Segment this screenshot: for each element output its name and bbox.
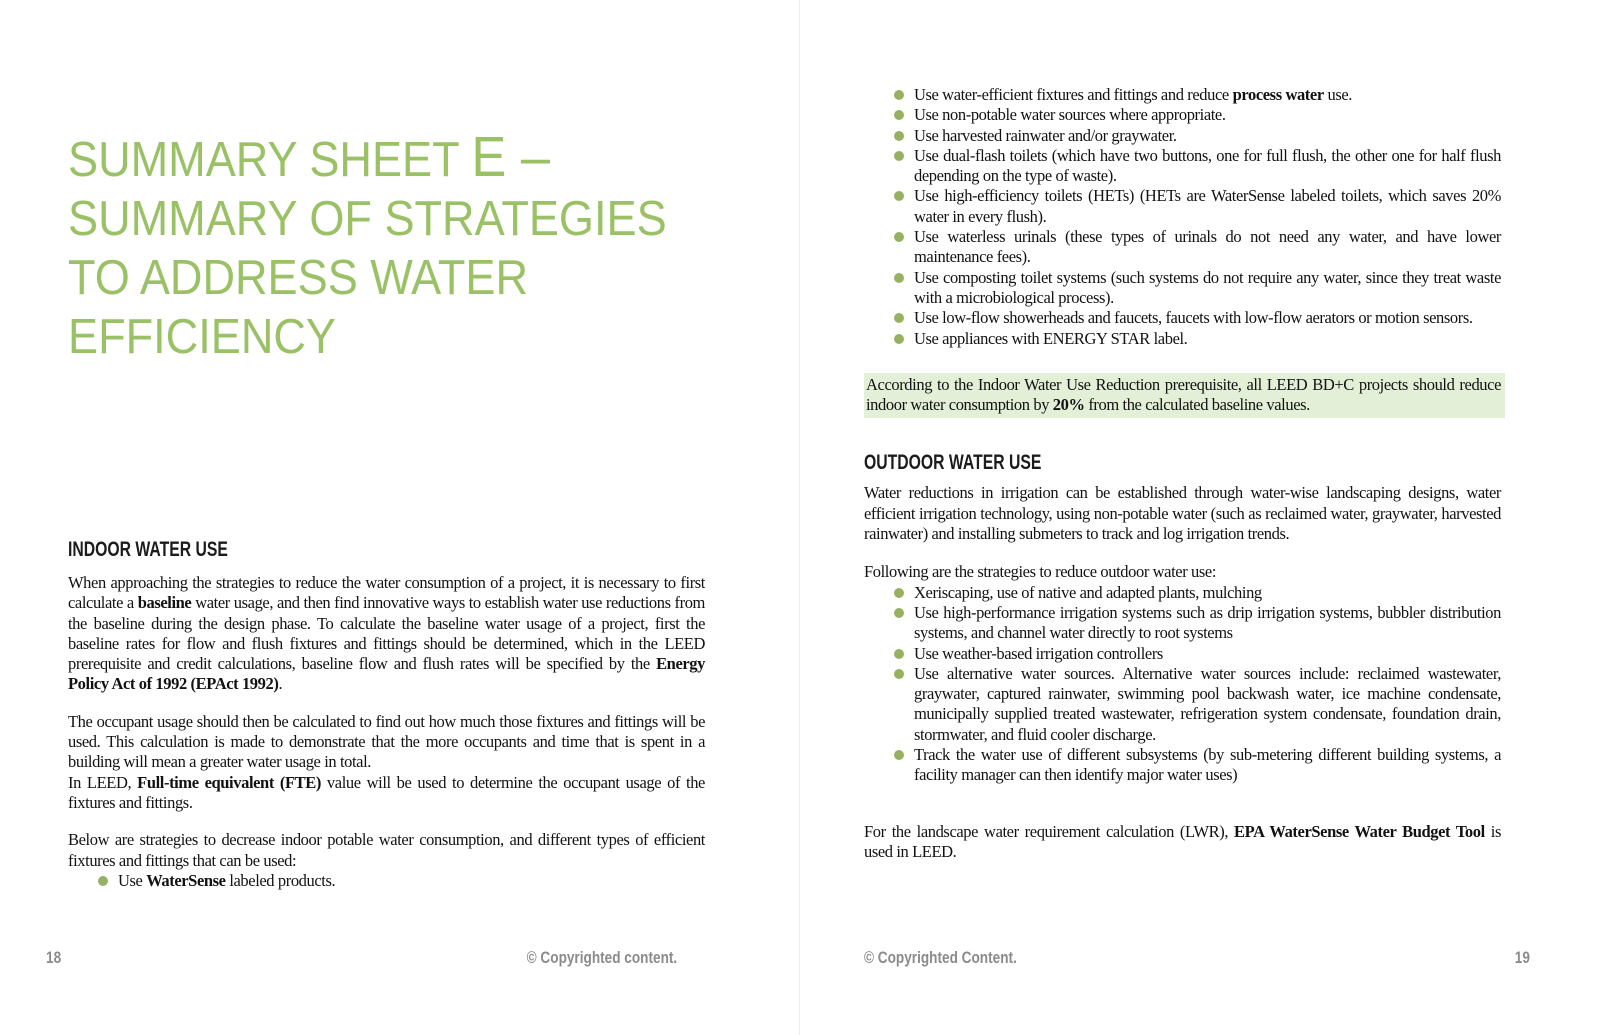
- bullet-dot-icon: [894, 313, 904, 323]
- bullet-dot-icon: [894, 608, 904, 618]
- page-right: [800, 0, 1600, 1035]
- text-run: Use high-efficiency toilets (HETs) (HETs are WaterSense labeled toilets, which saves 20% water in every flush).: [914, 186, 1501, 226]
- bullet-text: [914, 126, 1177, 145]
- text-run: Water reductions in irrigation can be established through water-wise landscaping designs, water efficient irrigation technology, using non-potable water (such as reclaimed water, graywater, harvested rainwater) and installing submeters to track and log irrigation trends.: [864, 483, 1501, 544]
- text-run: water usage, and then find innovative ways to establish water use reductions from the baseline during the design phase. To calculate the baseline water usage of a project, first the baseline rates for flow and flush fixtures and fittings should be determined, which in the LEED prerequisite and credit calculations, baseline flow and flush rates will be specified by the: [68, 593, 705, 674]
- page-number: [46, 948, 65, 968]
- outdoor-strategies-list: [864, 583, 1501, 786]
- bold-text: EPA WaterSense Water Budget Tool: [1234, 821, 1485, 841]
- text-run: Use waterless urinals (these types of urinals do not need any water, and have lower maintenance fees).: [914, 227, 1501, 267]
- bullet-text: [914, 268, 1501, 307]
- text-run: Track the water use of different subsystems (by sub-metering different building systems, a facility manager can then identify major water uses): [914, 745, 1501, 785]
- text-run: Use weather-based irrigation controllers: [914, 643, 1163, 663]
- paragraph-baseline-calculation: [68, 573, 705, 695]
- text-run: When approaching the strategies to reduce the water consumption of a project, it is necessary to first calculate a: [68, 573, 705, 613]
- text-run: SUMMARY SHEET: [68, 133, 472, 187]
- bullet-dot-icon: [894, 90, 904, 100]
- bullet-dot-icon: [894, 151, 904, 161]
- bullet-dot-icon: [894, 750, 904, 760]
- list-item: [864, 308, 1501, 328]
- bullet-text: [914, 664, 1501, 744]
- paragraph-occupant-usage: [68, 712, 705, 813]
- copyright-text: © Copyrighted Content.: [864, 948, 1017, 967]
- left-page-body: [68, 538, 705, 891]
- list-item: [864, 126, 1501, 146]
- list-item: [864, 583, 1501, 603]
- text-run: The occupant usage should then be calculated to find out how much those fixtures and fittings will be used. This calculation is made to demonstrate that the more occupants and time that is spent in a building will mean a greater water usage in total.: [68, 711, 705, 772]
- text-run: Use water-efficient fixtures and fittings and reduce: [914, 85, 1233, 104]
- text-run: Use appliances with ENERGY STAR label.: [914, 328, 1188, 348]
- text-run: use.: [1323, 85, 1353, 104]
- bullet-dot-icon: [894, 191, 904, 201]
- text-run: value will be used to determine the occupant usage of the fixtures and fittings.: [68, 772, 705, 812]
- large-text: E –: [471, 125, 551, 189]
- bold-text: Energy Policy Act of 1992 (EPAct 1992): [68, 654, 705, 694]
- text-run: .: [278, 674, 283, 694]
- bullet-dot-icon: [894, 110, 904, 120]
- text-run: TO ADDRESS WATER: [68, 251, 529, 305]
- bold-text: process water: [1232, 85, 1324, 104]
- list-item: [864, 227, 1501, 268]
- copyright-notice: [489, 948, 677, 968]
- bullet-dot-icon: [894, 232, 904, 242]
- indoor-strategies-list: [864, 85, 1501, 349]
- bullet-text: [914, 329, 1187, 348]
- highlight-note: [864, 373, 1505, 419]
- bullet-dot-icon: [894, 588, 904, 598]
- text-run: According to the Indoor Water Use Reduction prerequisite, all LEED BD+C projects should reduce indoor water consumption by: [866, 374, 1501, 415]
- paragraph-lwr-tool: [864, 822, 1501, 863]
- page-number-text: 18: [46, 948, 62, 967]
- text-run: from the calculated baseline values.: [1084, 395, 1310, 415]
- text-run: Use high-performance irrigation systems such as drip irrigation systems, bubbler distribution systems, and channel water directly to root systems: [914, 602, 1501, 643]
- bullet-dot-icon: [894, 334, 904, 344]
- bullet-text: [914, 644, 1163, 663]
- text-run: is used in LEED.: [864, 821, 1501, 861]
- page-number: [1511, 948, 1530, 968]
- text-run: Use dual-flash toilets (which have two buttons, one for full flush, the other one for half flush depending on the type of waste).: [914, 145, 1501, 186]
- copyright-notice: [864, 948, 1055, 968]
- bold-text: baseline: [137, 593, 192, 613]
- bullet-text: [914, 583, 1262, 602]
- paragraph-irrigation-reductions: [864, 483, 1501, 544]
- bullet-text: [914, 105, 1226, 124]
- bullet-text: [118, 871, 335, 890]
- section-heading-text: OUTDOOR WATER USE: [864, 451, 1042, 475]
- bullet-text: [914, 603, 1501, 642]
- bullet-text: [914, 227, 1501, 266]
- right-page-body: [864, 85, 1501, 862]
- list-item: [864, 186, 1501, 227]
- text-run: Use composting toilet systems (such systems do not require any water, since they treat waste with a microbiological process).: [914, 267, 1501, 307]
- paragraph-strategies-intro: [68, 830, 705, 871]
- text-run: Use: [118, 870, 147, 890]
- bullet-text: [914, 745, 1501, 784]
- list-item: [864, 664, 1501, 745]
- text-run: Use low-flow showerheads and faucets, faucets with low-flow aerators or motion sensors.: [914, 308, 1473, 328]
- section-heading-outdoor-water-use: [864, 451, 1501, 473]
- list-item: [864, 603, 1501, 644]
- text-run: In LEED,: [68, 772, 138, 792]
- text-run: EFFICIENCY: [68, 310, 336, 364]
- bullet-text: [914, 308, 1473, 327]
- copyright-text: © Copyrighted content.: [526, 948, 677, 967]
- list-item: [864, 268, 1501, 309]
- indoor-fixtures-list: [68, 871, 705, 891]
- bullet-dot-icon: [894, 669, 904, 679]
- bold-text: WaterSense: [146, 870, 226, 890]
- text-run: SUMMARY OF STRATEGIES: [68, 192, 667, 246]
- list-item: [68, 871, 705, 891]
- list-item: [864, 745, 1501, 786]
- list-item: [864, 105, 1501, 125]
- section-heading-text: INDOOR WATER USE: [68, 538, 228, 561]
- text-run: Xeriscaping, use of native and adapted plants, mulching: [914, 582, 1262, 602]
- list-item: [864, 146, 1501, 187]
- text-run: Below are strategies to decrease indoor potable water consumption, and different types of efficient fixtures and fittings that can be used:: [68, 830, 705, 870]
- section-heading-indoor-water-use: [68, 538, 705, 560]
- text-run: labeled products.: [225, 870, 336, 890]
- document-title: [68, 125, 667, 367]
- bullet-dot-icon: [894, 131, 904, 141]
- list-item: [864, 85, 1501, 105]
- page-number-text: 19: [1514, 948, 1530, 967]
- bullet-dot-icon: [98, 876, 108, 886]
- bullet-text: [914, 186, 1501, 225]
- text-run: Use alternative water sources. Alternative water sources include: reclaimed wastewater, graywater, captured rainwater, swimming pool backwash water, ice machine condensate, municipally supplied treated wastewater, refrigeration system condensate, foundation drain, stormwater, and fluid cooler discharge.: [914, 663, 1501, 744]
- list-item: [864, 329, 1501, 349]
- bold-text: 20%: [1052, 395, 1085, 415]
- text-run: For the landscape water requirement calculation (LWR),: [864, 821, 1235, 841]
- bullet-text: [914, 146, 1501, 185]
- paragraph-outdoor-lead-in: Following are the strategies to reduce outdoor water use:: [864, 562, 1217, 582]
- bold-text: Full-time equivalent (FTE): [137, 772, 321, 792]
- list-item: [864, 644, 1501, 664]
- bullet-dot-icon: [894, 649, 904, 659]
- text-run: Use harvested rainwater and/or graywater.: [914, 125, 1177, 145]
- text-run: Use non-potable water sources where appropriate.: [914, 105, 1226, 125]
- bullet-text: [914, 85, 1352, 104]
- bullet-dot-icon: [894, 273, 904, 283]
